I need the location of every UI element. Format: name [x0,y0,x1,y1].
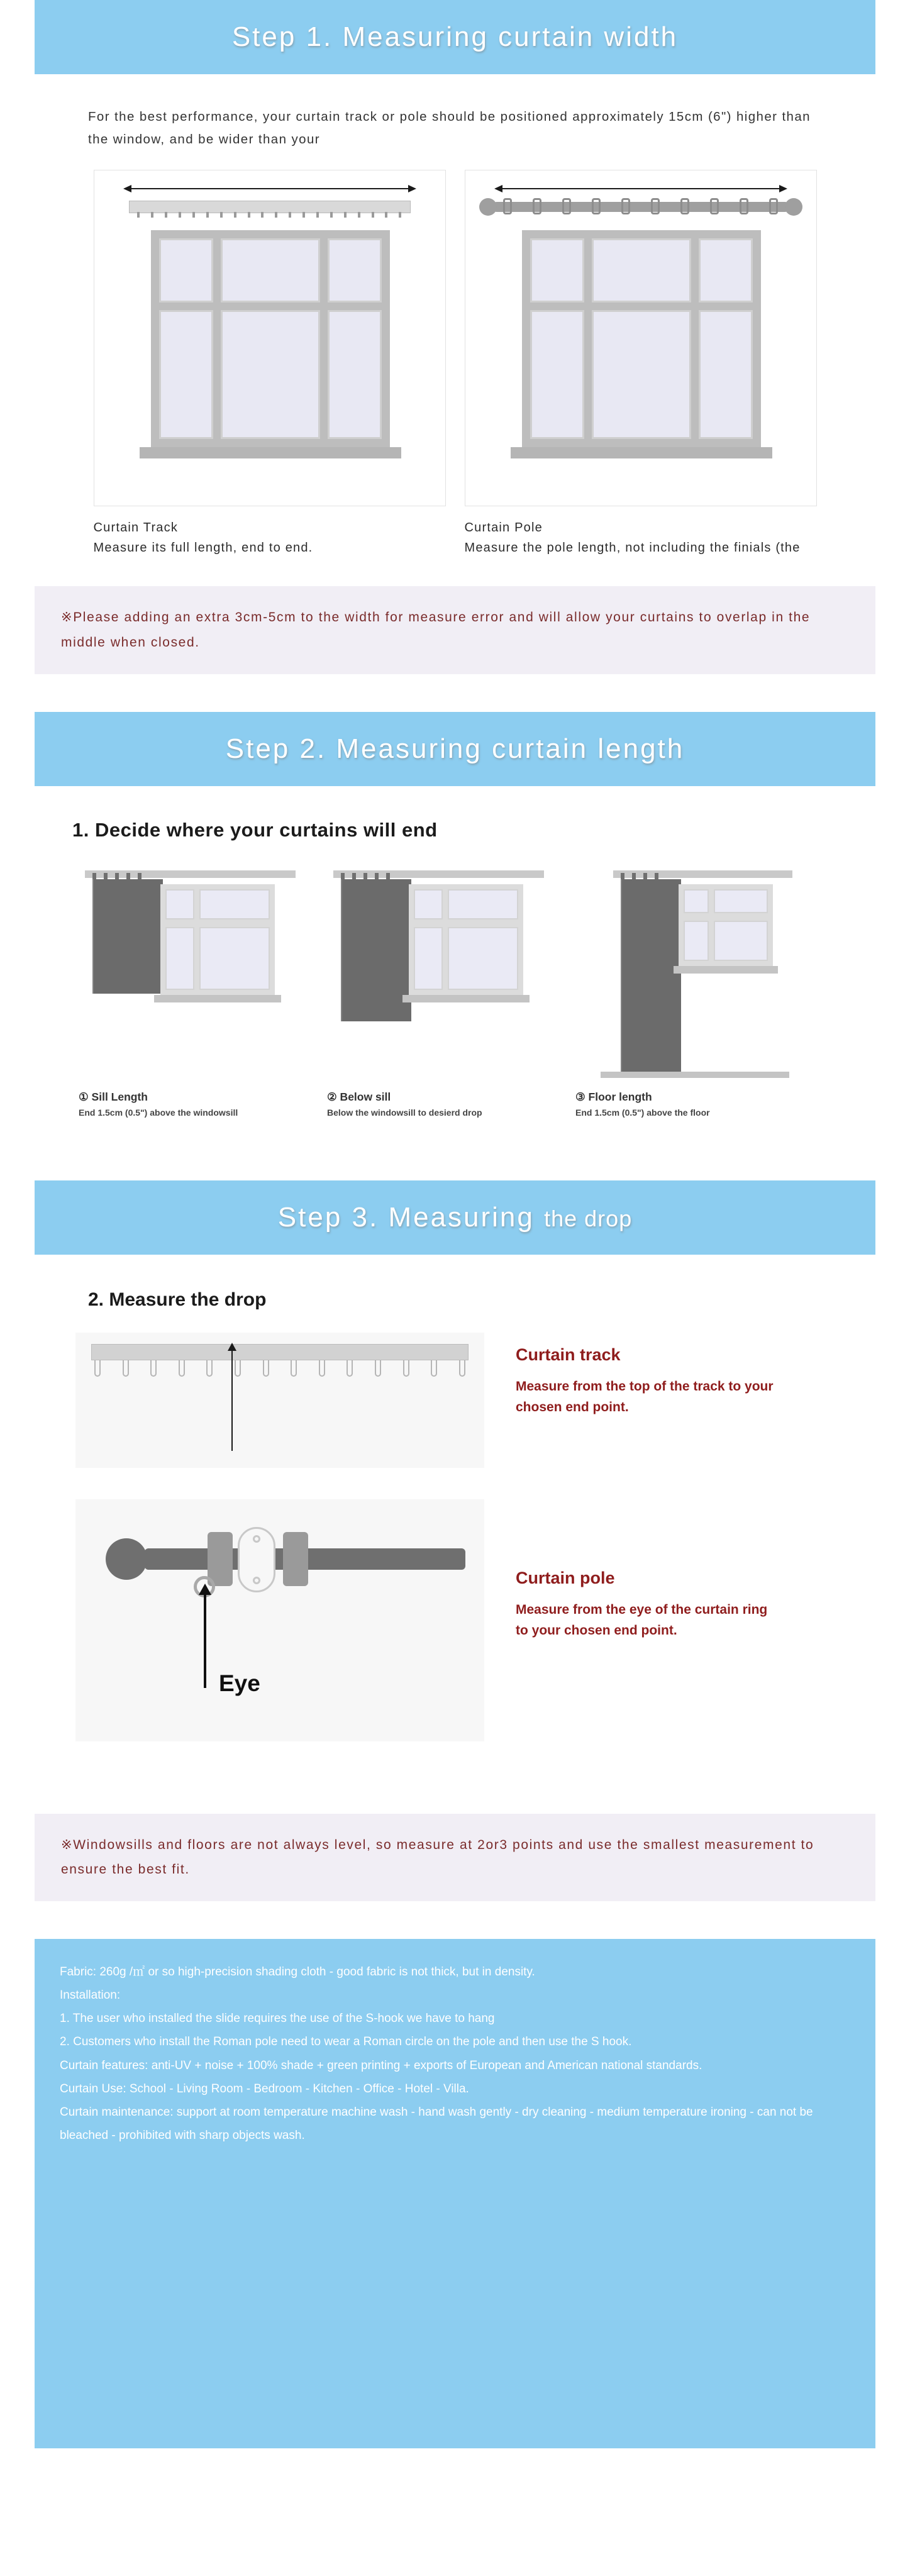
curtain-pole-caption [465,518,817,558]
eye-arrow-icon [204,1594,206,1688]
step3-banner-label [278,1202,632,1233]
window-graphic [151,230,390,447]
curtain-track-caption [94,518,446,558]
curtain-pole-illustration [465,170,817,506]
sill-length-title: ① Sill Length [79,1090,148,1103]
curtain-track-title: Curtain Track [93,520,179,535]
step2-banner [35,712,875,786]
below-sill-title: ② Below sill [327,1090,391,1103]
option-floor-length [575,864,799,1118]
curtain-panel-graphic [92,879,163,994]
step2-heading: 1. Decide where your curtains will end [72,818,438,841]
measure-arrow-icon [231,1350,233,1451]
pole-drop-title: Curtain pole [516,1568,615,1587]
curtain-pole-desc: Measure the pole length, not including the finials (the [464,540,801,555]
footer-line: Fabric: 260g /㎡ or so high-precision shading cloth - good fabric is not thick, but in density. [60,1965,535,1979]
window-graphic [679,884,773,966]
curtain-pole-title: Curtain Pole [464,520,543,535]
step3-note: ※Windowsills and floors are not always level, so measure at 2or3 points and use the smallest measurement to ensure the best fit. [35,1814,875,1902]
pole-drop-desc: Measure from the eye of the curtain ring to your chosen end point. [516,1602,768,1638]
step1-note: ※Please adding an extra 3cm-5cm to the width for measure error and will allow your curtains to overlap in the middle when closed. [35,586,875,674]
footer-line: Curtain Use: School - Living Room - Bedroom - Kitchen - Office - Hotel - Villa. [60,2082,469,2096]
step1-banner-label: Step 1. Measuring curtain width [231,21,679,52]
pole-bracket-graphic [238,1527,275,1592]
footer-line: 1. The user who installed the slide requires the use of the S-hook we have to hang [60,2012,495,2026]
pole-rings-graphic [503,198,779,216]
track-hooks-graphic [94,1360,465,1377]
width-arrow-icon [502,188,780,189]
windowsill-graphic [674,966,778,974]
windowsill-graphic [140,447,401,458]
floor-line-graphic [601,1072,789,1078]
sill-length-illustration [79,864,302,1084]
window-graphic [160,884,275,995]
footer-line: Installation: [60,1989,121,2002]
curtain-panel-graphic [621,879,681,1077]
step3-banner-small: the drop [544,1205,633,1231]
windowsill-graphic [154,995,281,1002]
below-sill-desc: Below the windowsill to desierd drop [327,1107,482,1118]
pole-drop-illustration [75,1499,484,1741]
step2-options-row [79,864,831,1118]
windowsill-graphic [511,447,772,458]
step1-banner [35,0,875,74]
curtain-track-illustration [94,170,446,506]
track-drop-text [484,1333,780,1418]
curtain-track-card [94,170,446,558]
product-details-block [35,1939,875,2448]
pole-ring-graphic [283,1532,308,1586]
below-sill-illustration [327,864,550,1084]
pole-finial-right-icon [785,198,802,216]
curtain-pole-card [465,170,817,558]
step3-heading: 2. Measure the drop [88,1289,267,1310]
floor-length-title: ③ Floor length [575,1090,652,1103]
track-drop-desc: Measure from the top of the track to your chosen end point. [516,1379,774,1415]
option-sill-length [79,864,302,1118]
track-drop-row [75,1333,835,1468]
window-graphic [522,230,761,447]
sill-length-desc: End 1.5cm (0.5") above the windowsill [79,1107,238,1118]
curtain-panel-graphic [341,879,411,1021]
pole-finial-left-icon [479,198,497,216]
step3-banner-main: Step 3. Measuring [277,1201,535,1233]
track-graphic [91,1344,469,1360]
track-drop-illustration [75,1333,484,1468]
windowsill-graphic [402,995,530,1002]
pole-ring-graphic [208,1532,233,1586]
step1-diagram-row [75,170,835,558]
step1-intro-text: For the best performance, your curtain track or pole should be positioned approximately 15cm (6") higher than the window, and be wider than your [88,109,811,147]
curtain-track-graphic [129,201,411,213]
width-arrow-icon [131,188,409,189]
pole-finial-icon [106,1538,147,1580]
window-graphic [409,884,523,995]
floor-length-illustration [575,864,799,1084]
footer-line: 2. Customers who install the Roman pole need to wear a Roman circle on the pole and then use the S hook. [60,2035,632,2049]
pole-drop-text [484,1499,780,1641]
footer-line: Curtain maintenance: support at room temperature machine wash - hand wash gently - dry cleaning - medium temperature ironing - can not be bleached - prohibited with sharp objects wash. [60,2105,813,2142]
step3-banner [35,1180,875,1255]
option-below-sill [327,864,550,1118]
floor-length-desc: End 1.5cm (0.5") above the floor [575,1107,710,1118]
pole-drop-row [75,1499,835,1741]
track-drop-title: Curtain track [516,1345,621,1364]
curtain-track-desc: Measure its full length, end to end. [93,540,313,555]
eye-label: Eye [219,1670,260,1696]
step2-banner-label: Step 2. Measuring curtain length [225,733,685,764]
footer-line: Curtain features: anti-UV + noise + 100% shade + green printing + exports of European and American national standards. [60,2058,702,2072]
